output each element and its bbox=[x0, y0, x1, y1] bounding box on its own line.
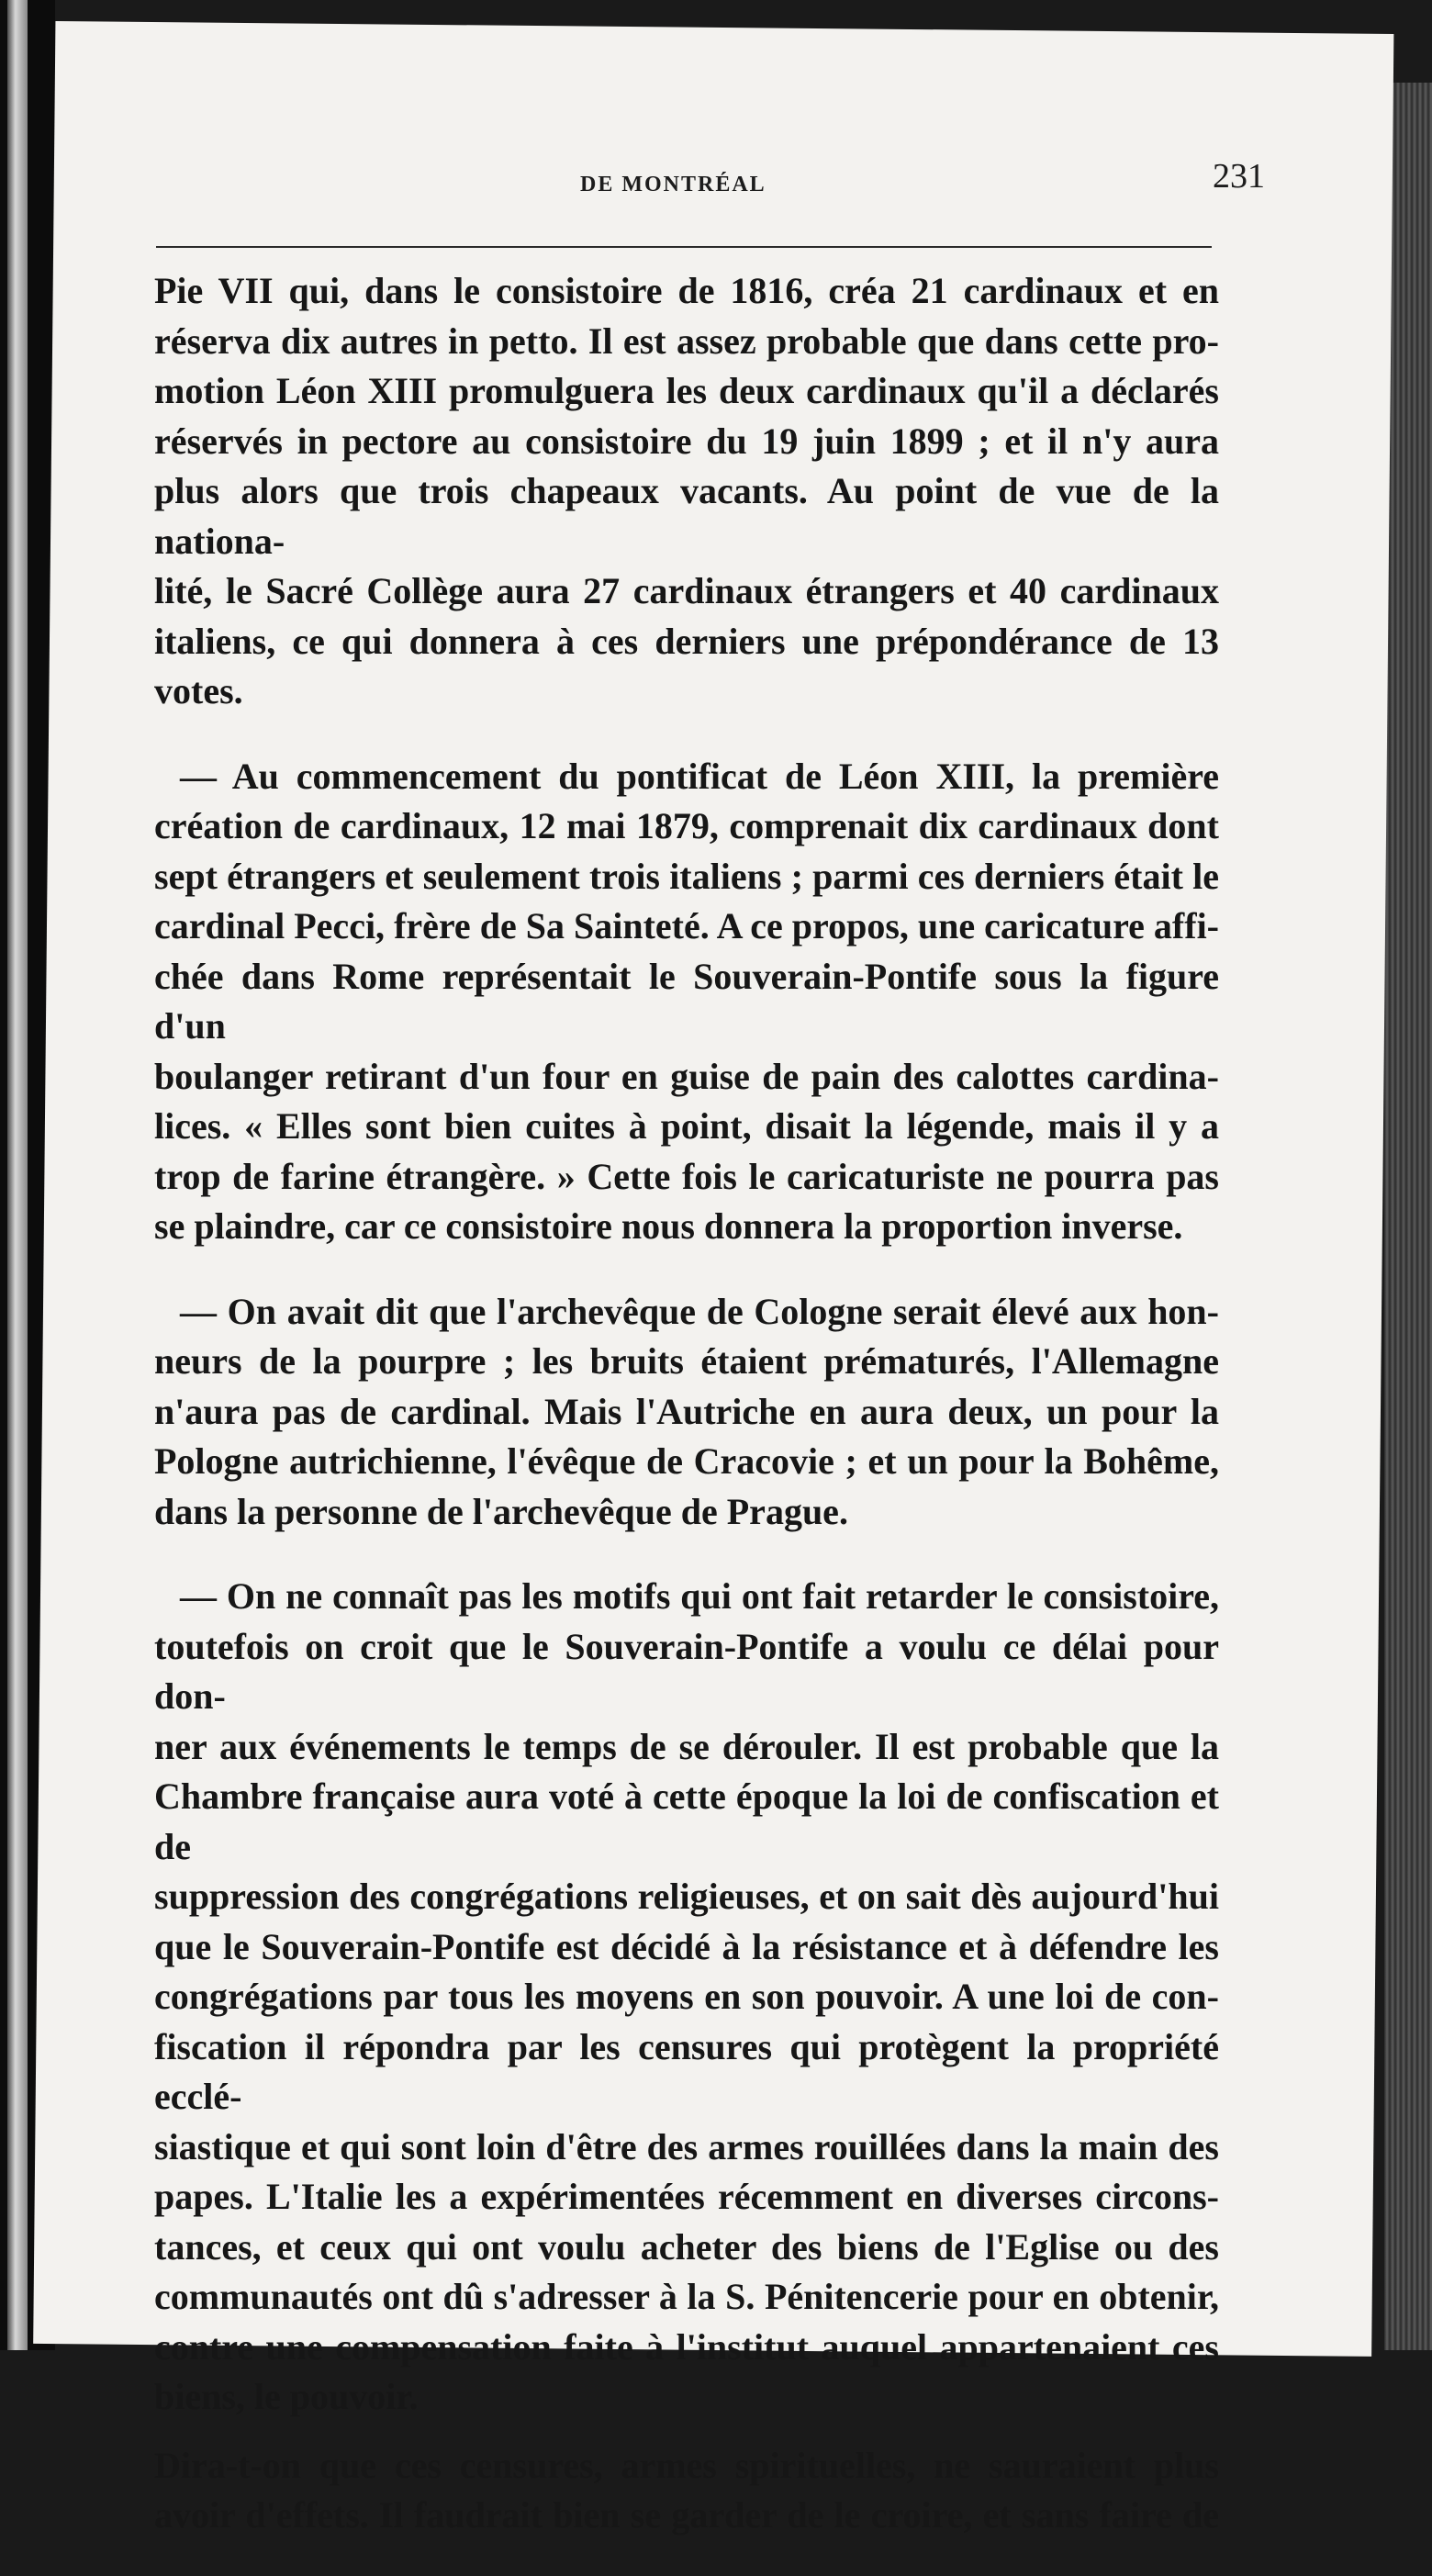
text-line: siastique et qui sont loin d'être des armes rouillées dans la main des bbox=[154, 2125, 1219, 2167]
text-line: italiens, ce qui donnera à ces derniers une prépondérance de 13 bbox=[154, 620, 1219, 662]
text-line: suppression des congrégations religieuses, et on sait dès aujourd'hui bbox=[154, 1876, 1219, 1917]
text-line: — Au commencement du pontificat de Léon XIII, la première bbox=[180, 755, 1219, 797]
text-line: Pologne autrichienne, l'évêque de Cracovie ; et un pour la Bohême, bbox=[154, 1440, 1219, 1482]
text-line: cardinal Pecci, frère de Sa Sainteté. A ce propos, une caricature affi- bbox=[154, 905, 1219, 946]
running-head: DE MONTRÉAL bbox=[580, 173, 766, 196]
text-line: fiscation il répondra par les censures qui protègent la propriété ecclé- bbox=[154, 2025, 1219, 2117]
page-number: 231 bbox=[1213, 157, 1265, 196]
text-line: dans la personne de l'archevêque de Prague. bbox=[154, 1490, 848, 1532]
body-text bbox=[154, 266, 1219, 2576]
paragraph-1 bbox=[154, 266, 1219, 717]
text-line: n'aura pas de cardinal. Mais l'Autriche en aura deux, un pour la bbox=[154, 1390, 1219, 1432]
text-line: motion Léon XIII promulguera les deux cardinaux qu'il a déclarés bbox=[154, 370, 1219, 411]
text-line: sept étrangers et seulement trois italiens ; parmi ces derniers était le bbox=[154, 855, 1219, 897]
text-line: se plaindre, car ce consistoire nous donnera la proportion inverse. bbox=[154, 1205, 1183, 1247]
text-line: — On ne connaît pas les motifs qui ont fait retarder le consistoire, bbox=[180, 1575, 1219, 1617]
text-line: communautés ont dû s'adresser à la S. Pénitencerie pour en obtenir, bbox=[154, 2276, 1219, 2317]
page-header bbox=[523, 138, 1276, 211]
text-line: Pie VII qui, dans le consistoire de 1816, créa 21 cardinaux et en bbox=[154, 270, 1219, 311]
text-line: plus alors que trois chapeaux vacants. Au point de vue de la nationa- bbox=[154, 470, 1219, 562]
text-line: trop de farine étrangère. » Cette fois le caricaturiste ne pourra pas bbox=[154, 1155, 1219, 1197]
text-line: que le Souverain-Pontife est décidé à la résistance et à défendre les bbox=[154, 1925, 1219, 1967]
text-line: création de cardinaux, 12 mai 1879, comprenait dix cardinaux dont bbox=[154, 805, 1219, 846]
book-page-edges bbox=[1384, 83, 1432, 2350]
text-line: chée dans Rome représentait le Souverain-Pontife sous la figure d'un bbox=[154, 955, 1219, 1047]
text-line: neurs de la pourpre ; les bruits étaient prématurés, l'Allemagne bbox=[154, 1340, 1219, 1382]
header-rule bbox=[156, 246, 1212, 248]
paragraph-4 bbox=[154, 1572, 1219, 2423]
text-line: biens, le pouvoir. bbox=[154, 2376, 419, 2417]
text-line: Chambre française aura voté à cette époque la loi de confiscation et de bbox=[154, 1775, 1219, 1867]
text-line: congrégations par tous les moyens en son pouvoir. A une loi de con- bbox=[154, 1976, 1219, 2017]
text-line: tances, et ceux qui ont voulu acheter des biens de l'Eglise ou des bbox=[154, 2225, 1219, 2268]
text-line: toutefois on croit que le Souverain-Pontife a voulu ce délai pour don- bbox=[154, 1625, 1219, 1717]
text-line: contre une compensation faite à l'institut auquel appartenaient ces bbox=[154, 2325, 1219, 2368]
text-line: votes. bbox=[154, 670, 243, 711]
text-line: boulanger retirant d'un four en guise de pain des calottes cardina- bbox=[154, 1055, 1219, 1097]
paragraph-5 bbox=[154, 2441, 1219, 2541]
text-line: — On avait dit que l'archevêque de Cologne serait élevé aux hon- bbox=[180, 1290, 1219, 1332]
text-line: lices. « Elles sont bien cuites à point, disait la légende, mais il y a bbox=[154, 1105, 1219, 1147]
text-line: lité, le Sacré Collège aura 27 cardinaux étrangers et 40 cardinaux bbox=[154, 570, 1219, 611]
paragraph-3 bbox=[154, 1287, 1219, 1538]
text-line: ner aux événements le temps de se dérouler. Il est probable que la bbox=[154, 1725, 1219, 1767]
text-line: Dira-t-on que ces censures, armes spirituelles, ne sauraient plus bbox=[154, 2444, 1219, 2486]
text-line: réservés in pectore au consistoire du 19 juin 1899 ; et il n'y aura bbox=[154, 420, 1219, 462]
adjacent-page-edge bbox=[7, 0, 28, 2350]
text-line: réserva dix autres in petto. Il est assez probable que dans cette pro- bbox=[154, 319, 1219, 362]
paragraph-2 bbox=[154, 752, 1219, 1252]
text-line: papes. L'Italie les a expérimentées récemment en diverses circons- bbox=[154, 2176, 1219, 2217]
text-line: avoir d'effets. Il faudrait bien se garder de le croire, et sans faire de bbox=[154, 2494, 1219, 2536]
